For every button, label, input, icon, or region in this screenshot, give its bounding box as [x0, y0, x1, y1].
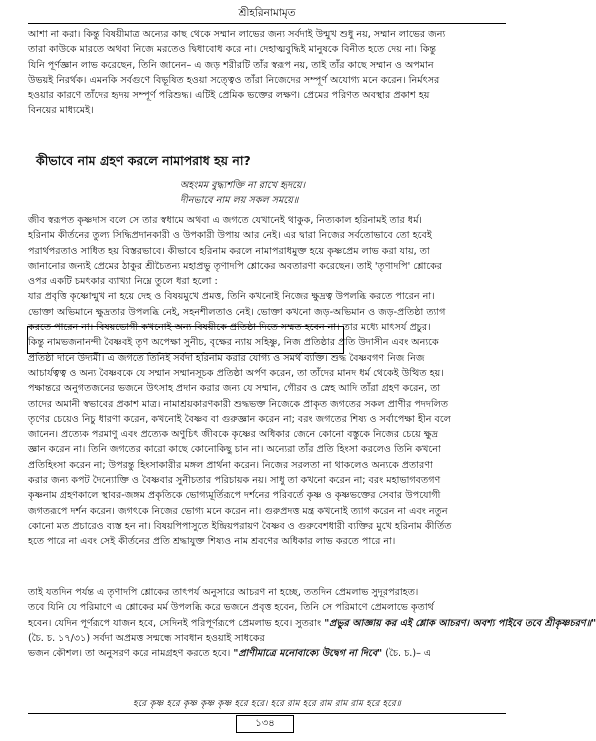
paragraph-conclusion — [28, 585, 596, 661]
verse-block — [180, 179, 500, 208]
footer-mantra: হরে কৃষ্ণ হরে কৃষ্ণ কৃষ্ণ কৃষ্ণ হরে হরে। হরে রাম হরে রাম রাম রাম হরে হরে॥ — [132, 699, 402, 709]
text-line: প্রতিষ্ঠা দানে উদ্যমী। এ জগতে তিনিই সর্বদা হরিনাম করার যোগ্য ও সমর্থ ব্যক্তি। শুদ্ধ বৈষ্ণবগণ নিজ নিজ — [28, 352, 425, 364]
verse-line: অহংমম বুদ্ধ্যশক্তি না রাখে হৃদয়ে। — [180, 180, 306, 191]
section-heading: কীভাবে নাম গ্রহণ করলে নামাপরাধ হয় না? — [36, 153, 251, 168]
text-line: তৃণের চেয়েও নিচু ধারণা করেন, কখনোই বৈষ্ণব বা গুরুজ্ঞান করেন না; বরং জগতের শিষ্য ও সর্বাপেক্ষা হীন বলে — [28, 413, 451, 425]
text-fragment: ভজন কৌশল। তা অনুসরণ করে নামগ্রহণ করতে হবে। — [28, 648, 231, 660]
text-line: আশা না করা। কিন্তু বিষয়ীমাত্র অন্যের কাছ থেকে সম্মান লাভের জন্য সর্বদাই উন্মুখ শুধু নয়, সম্মান লাভের জন্য — [28, 29, 446, 40]
page-number: ১৩৪ — [236, 715, 294, 733]
text-line: জানেন। প্রত্যেক পরমাণু এবং প্রত্যেক অণুচিৎ জীবকে কৃষ্ণের অধিকার জেনে কোনো বস্তুকে নিজের চেয়ে ক্ষুদ্র — [28, 429, 438, 441]
text-line: জ্ঞান করেন না। তিনি জগতের কারো কাছে কোনোকিছু চান না। অন্যেরা তাঁর প্রতি হিংসা করলেও তিনি কখনো — [28, 444, 441, 456]
text-line: যিনি পূর্ণজ্ঞান লাভ করেছেন, তিনি জানেন– এ জড় শরীরটি তাঁর স্বরূপ নয়, তাই তাঁর কাছে সম্মান ও অপমান — [28, 59, 434, 71]
text-line: তাদের অমানী স্বভাবের প্রকাশ মাত্র। নামাশ্রয়কারণকারী শুদ্ধভক্ত নিজেকে প্রাকৃত জগতের সকল প্রাণীর পদদলিত — [28, 398, 449, 410]
text-line: ভোক্তা অভিমানে ক্ষুদ্রতার উপলব্ধি নেই, সহনশীলতাও নেই। ভোক্তা কখনো জড়-অভিমান ও জড়-প্রতিষ্ঠা ত্যাগ — [28, 306, 446, 318]
text-line: তাই যতদিন পর্যন্ত এ তৃণাদপি শ্লোকের তাৎপর্য অনুসারে আচরণ না হচ্ছে, ততদিন প্রেমলাভ সুদূরপরাহত। — [28, 587, 419, 598]
text-line: জানানোর জন্যই প্রেমের ঠাকুর শ্রীচৈতন্য মহাপ্রভু তৃণাদপি শ্লোকের অবতারণা করেছেন। তাই 'তৃণাদপি' শ্লোকের — [28, 260, 443, 272]
running-header: শ্রীহরিনামামৃত — [28, 6, 506, 24]
text-line: জীব স্বরূপত কৃষ্ণদাস বলে সে তার স্বধামে অথবা এ জগতে যেখানেই থাকুক, নিত্যকাল হরিনামই তার ধর্ম। — [28, 215, 422, 226]
text-line — [28, 646, 506, 661]
text-line: বিনয়ের মাধ্যমেই। — [28, 105, 94, 117]
footer-divider — [28, 713, 506, 714]
text-line: হওয়ার কারণে তাঁদের হৃদয় সম্পূর্ণ পরিশুদ্ধ। এটিই প্রেমিক ভক্তের লক্ষণ। প্রেমের পরিণত অবস্থার প্রকাশ হয় — [28, 90, 430, 102]
text-line: তবে যিনি যে পরিমাণে এ শ্লোকের মর্ম উপলব্ধি করে ভজনে প্রবৃত্ত হবেন, তিনি সে পরিমাণে প্রেমলাভে কৃতার্থ — [28, 602, 434, 614]
verse-line: দীনভাবে নাম লয় সকল সময়ে॥ — [180, 194, 299, 206]
text-line: হতে পারে না এবং সেই কীর্তনের প্রতি শ্রদ্ধাযুক্ত শিষ্যও নাম শ্রবণের অধিকার লাভ করতে পারে না। — [28, 536, 396, 548]
text-line: জগতরূপে দর্শন করেন। জগৎকে নিজের ভোগ্য মনে করেন না। গুরুপ্রদত্ত মন্ত্র কখনোই ত্যাগ করেন না এবং নতুন — [28, 505, 448, 517]
paragraph-intro — [28, 27, 506, 119]
text-line: কৃষ্ণনাম গ্রহণকালে স্থাবর-জঙ্গম প্রকৃতিকে ভোগ্যমূর্তিরূপে দর্শনের পরিবর্তে কৃষ্ণ ও কৃষ্ণভক্তের সেবার উপযোগী — [28, 490, 441, 502]
scripture-quote: "প্রাণীমাত্রে মনোবাক্যে উদ্বেগ না দিবে" — [233, 648, 383, 660]
text-line: হরিনাম কীর্তনের তুল্য সিদ্ধিপ্রদানকারী ও উপকারী উপায় আর নেই। এর দ্বারা নিজের সর্বতোভাবে তো হবেই — [28, 230, 432, 242]
text-line: পরার্থপরতাও সাধিত হয় বিস্তরভাবে। কীভাবে হরিনাম করলে নামাপরাধমুক্ত হয়ে কৃষ্ণপ্রেম লাভ করা যায়, তা — [28, 245, 430, 257]
text-line: কোনো মত প্রচারেও ব্যস্ত হন না। বিষয়পিপাসুতে ইন্দ্রিয়পরায়ণ বৈষ্ণব ও গুরুবেশধারী ব্যক্তির মুখে হরিনাম কীর্তিত — [28, 520, 452, 532]
text-line: পক্ষান্তরে অনুগতজনের ভজনে উৎসাহ প্রদান করার জন্য যে সম্মান, গৌরব ও স্নেহ আদি তাঁরা গ্রহণ করেন, তা — [28, 383, 441, 395]
text-fragment: হবেন। যেদিন পূর্ণরূপে যাজন হবে, সেদিনই পরিপূর্ণরূপে প্রেমলাভ হবে। সুতরাং — [28, 617, 322, 629]
text-line: ওপর একটি চমৎকার ব্যাখ্যা নিম্নে তুলে ধরা হলো : — [28, 276, 218, 288]
text-line: যার প্রবৃত্তি কৃষ্ণোন্মুখ না হয়ে দেহ ও বিষয়মুখে প্রমত্ত, তিনি কখনোই নিজের ক্ষুদ্রত্ব উপলব্ধি করতে পারেন না। — [28, 291, 435, 303]
paragraph-explanation — [28, 213, 506, 550]
text-line: তারা কাউকে মারতে অথবা নিজে মরতেও দ্বিধাবোধ করে না। দেহাত্মবুদ্ধিই মানুষকে বিনীত হতে দেয় না। কিন্তু — [28, 44, 437, 56]
text-line: করার জন্য কপট দৈন্যোক্তি ও বৈষ্ণবার সুনীচতার পরিচায়ক নয়। সাধু তা কখনো করেন না; বরং মহাভাগবতগণ — [28, 475, 441, 487]
text-line: উভয়ই নিরর্থক। এমনকি সর্বগুণে বিভূষিত হওয়া সত্ত্বেও তাঁরা নিজেদের সম্পূর্ণ অযোগ্য মনে করেন। নির্মৎসর — [28, 74, 440, 86]
text-line: করতে পারেন না। বিষয়ভোগী কখনোই অন্য বিষয়ীকে প্রতিষ্ঠা দিতে সম্মত হবেন না। তার মধ্যে মাৎসর্য প্রচুর। — [28, 322, 431, 334]
text-line: কিন্তু নামভজনানন্দী বৈষ্ণবই তৃণ অপেক্ষা সুনীচ, বৃক্ষের ন্যায় সহিষ্ণু, নিজ প্রতিষ্ঠার প্রতি উদাসীন এবং অন্যকে — [28, 337, 439, 349]
text-line: আচার্যত্বত্ব ও অন্য বৈষ্ণবকে যে সম্মান সম্মানসূচক প্রতিষ্ঠা অর্পণ করেন, তা তাঁদের মানদ ধর্ম থেকেই উত্থিত হয়। — [28, 367, 444, 379]
text-fragment: (চৈ. চ.)– এ — [385, 648, 432, 660]
highlight-box — [27, 326, 344, 354]
scripture-quote: "প্রভুর আজ্ঞায় কর এই শ্লোক আচরণ। অবশ্য পাইবে তবে শ্রীকৃষ্ণচরণ॥" — [324, 617, 596, 629]
text-line: প্রতিহিংসা করেন না; উপরন্তু হিংসাকারীর মঙ্গল প্রার্থনা করেন। নিজের সরলতা না থাকলেও অন্যকে প্রতারণা — [28, 459, 433, 471]
text-line: (চৈ. চ. ১৭/৩১) সর্বদা অপ্রমত্ত সন্মন্ধে সাবধান হওয়াই সাধকের — [28, 632, 265, 644]
text-line — [28, 616, 596, 631]
